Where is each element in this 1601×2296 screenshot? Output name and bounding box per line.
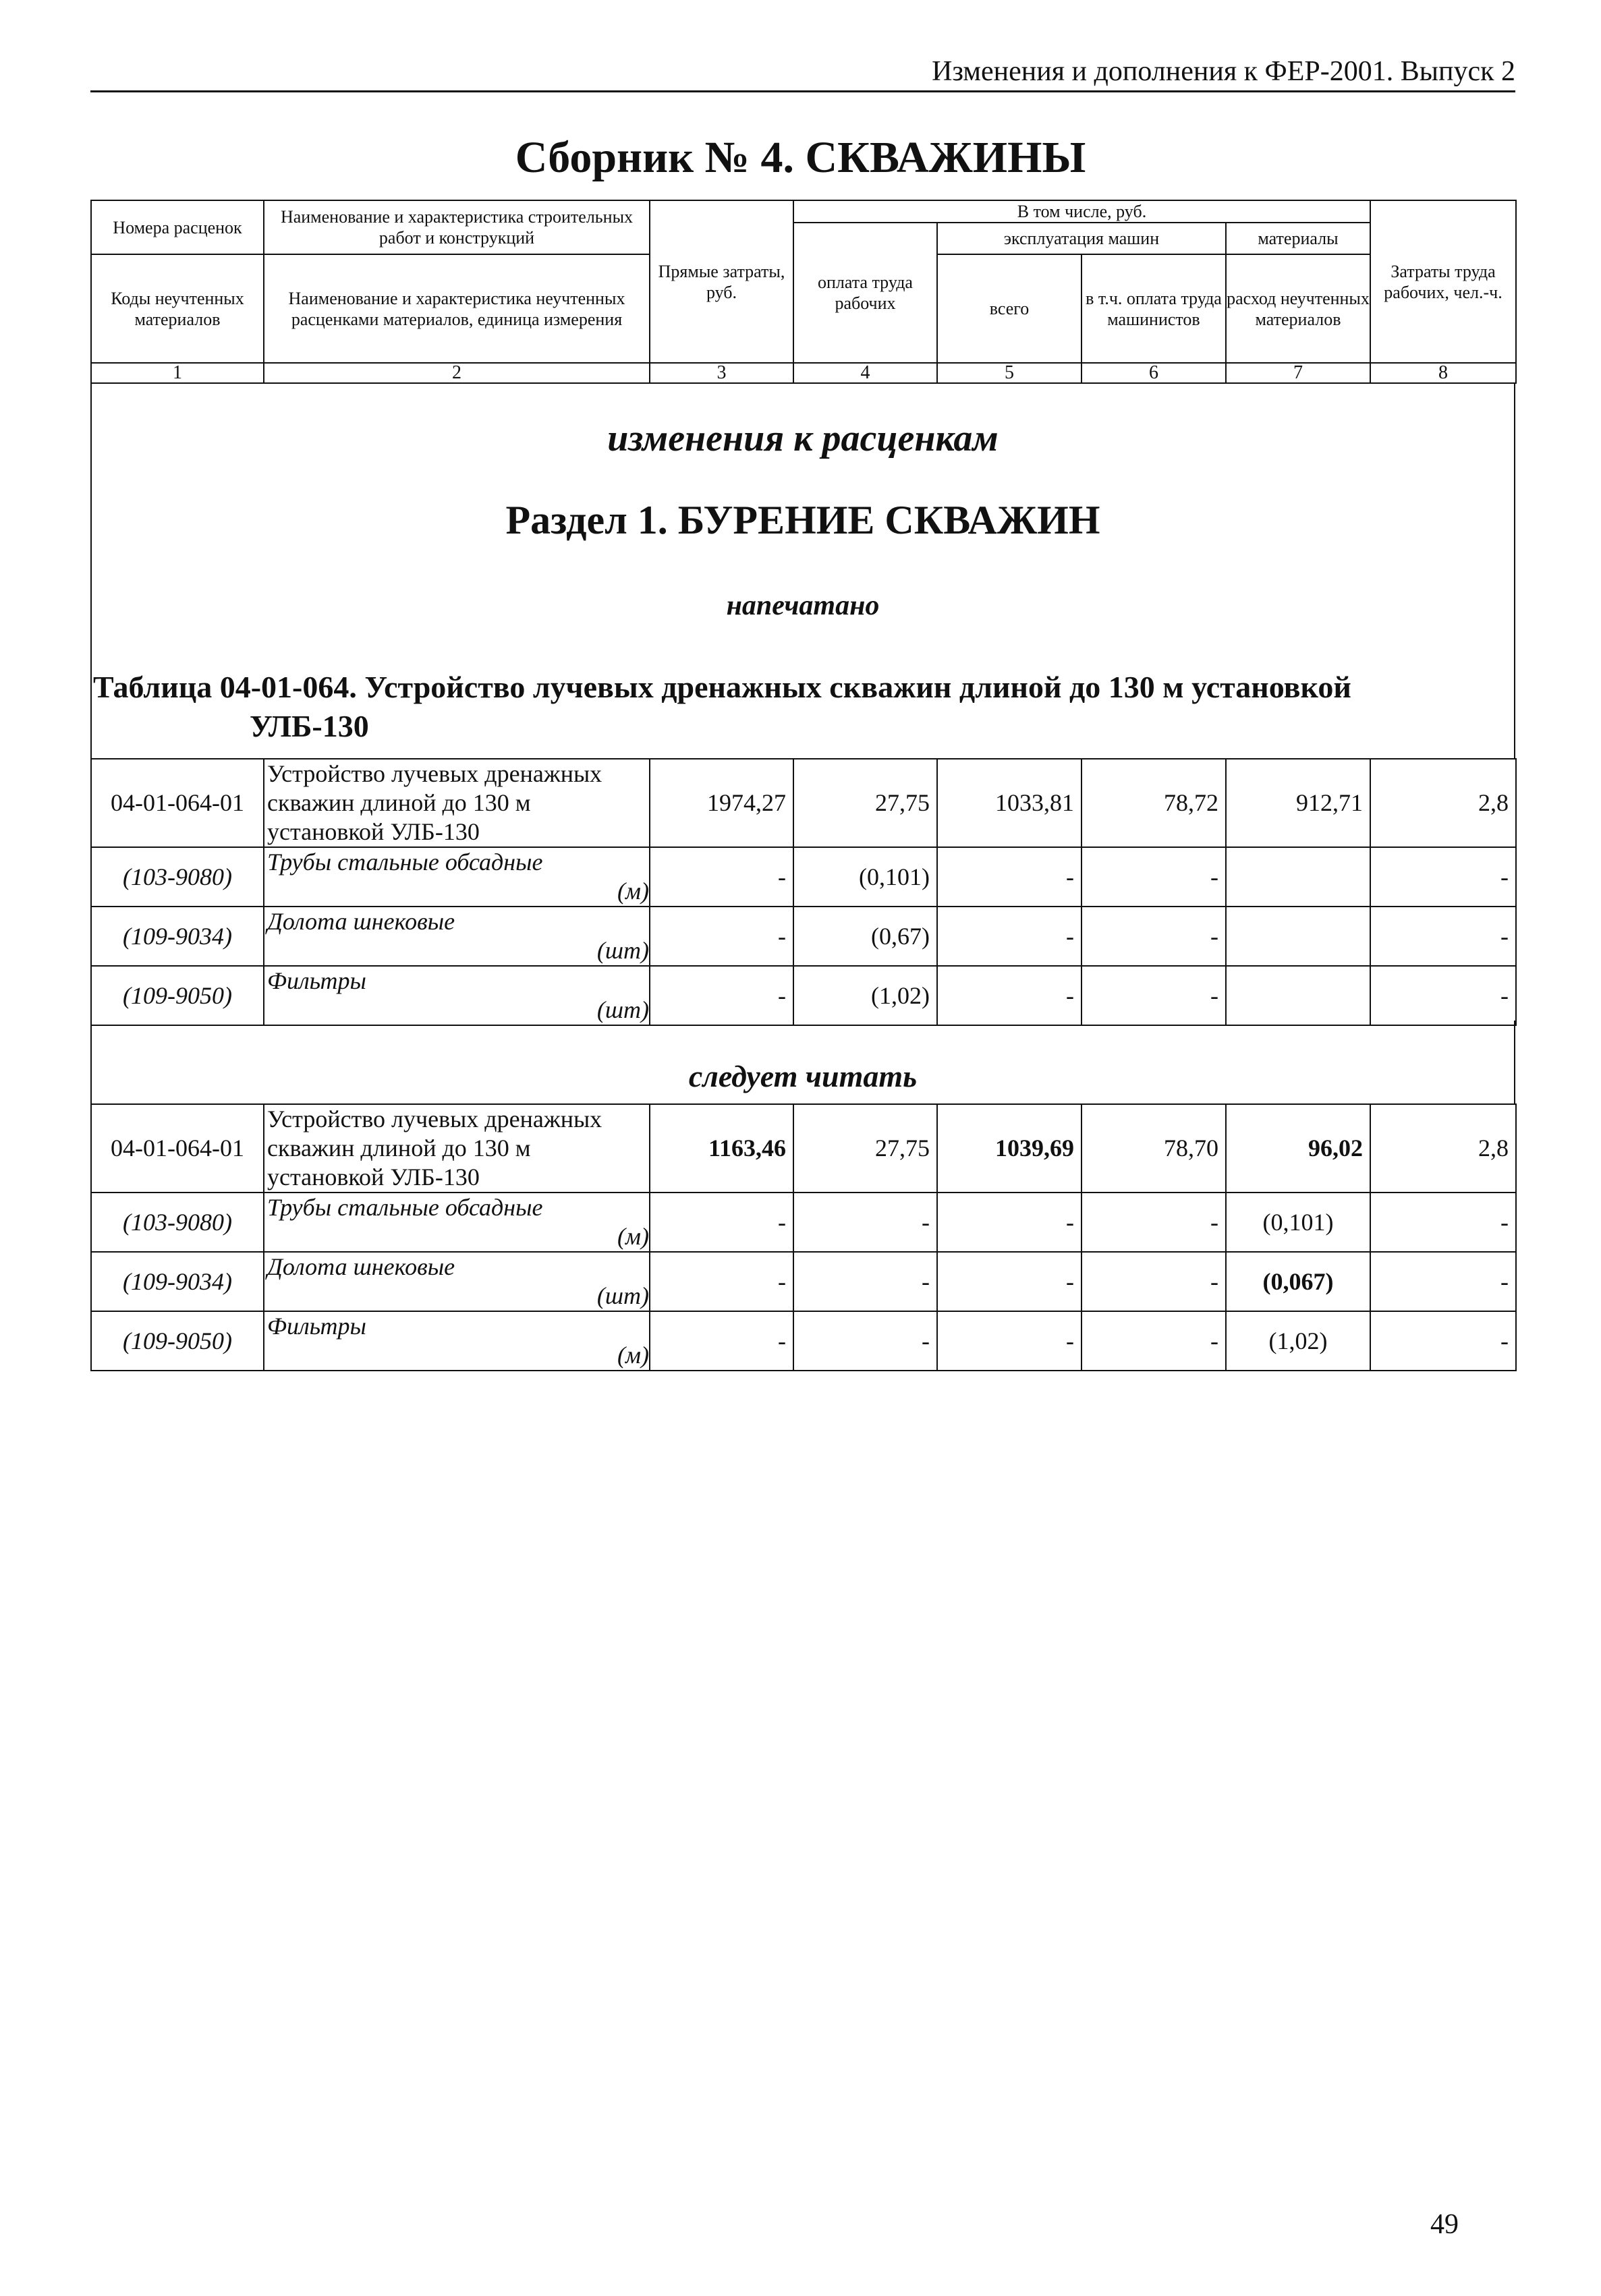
col1-header-bottom: Коды неучтенных материалов (91, 254, 264, 363)
cell (1226, 907, 1370, 966)
rate-code: 04-01-064-01 (91, 1104, 264, 1193)
cell: - (1082, 1193, 1226, 1252)
operators-pay: 78,70 (1082, 1104, 1226, 1193)
cell (1226, 847, 1370, 907)
table-title (93, 668, 1513, 746)
materials-cost: 912,71 (1226, 759, 1370, 847)
changes-banner (90, 384, 1515, 758)
table-row (91, 1193, 1516, 1252)
material-code: (109-9050) (91, 1311, 264, 1371)
running-header: Изменения и дополнения к ФЕР-2001. Выпуск 2 (90, 53, 1515, 92)
direct-cost: 1163,46 (650, 1104, 793, 1193)
col7-header: расход неучтенных материалов (1226, 254, 1370, 363)
table-row (91, 966, 1516, 1025)
material-code: (103-9080) (91, 847, 264, 907)
material-name: Фильтры (шт) (264, 966, 650, 1025)
machines-total: 1039,69 (937, 1104, 1082, 1193)
material-name: Долота шнековые (шт) (264, 1252, 650, 1311)
cell: - (793, 1193, 937, 1252)
cell: - (1082, 1311, 1226, 1371)
col4-header: оплата труда рабочих (793, 223, 937, 363)
cell: - (937, 907, 1082, 966)
cell: - (1082, 907, 1226, 966)
materials-header: материалы (1226, 223, 1370, 254)
table-title-line1: Таблица 04-01-064. Устройство лучевых дренажных скважин длиной до 130 м установкой (93, 670, 1351, 704)
table-title-line2: УЛБ-130 (250, 709, 369, 743)
labor-pay: 27,75 (793, 1104, 937, 1193)
cell: - (650, 1252, 793, 1311)
section-title: Раздел 1. БУРЕНИЕ СКВАЖИН (505, 498, 1100, 542)
col2-header-top: Наименование и характеристика строительных работ и конструкций (264, 200, 650, 254)
col-number: 1 (91, 363, 264, 383)
cell: (0,101) (793, 847, 937, 907)
col-number: 8 (1370, 363, 1516, 383)
cell: - (1370, 1193, 1516, 1252)
material-code: (109-9050) (91, 966, 264, 1025)
cell: - (793, 1252, 937, 1311)
read-heading: следует читать (688, 1059, 918, 1093)
col-number: 2 (264, 363, 650, 383)
corrected-rates-table (90, 1103, 1517, 1371)
col-number: 5 (937, 363, 1082, 383)
labor-pay: 27,75 (793, 759, 937, 847)
cell: - (650, 847, 793, 907)
read-as-banner (90, 1021, 1515, 1105)
cell: - (1370, 1252, 1516, 1311)
column-header-table (90, 200, 1517, 384)
cell (1226, 966, 1370, 1025)
table-row (91, 1252, 1516, 1311)
collection-title: Сборник № 4. СКВАЖИНЫ (515, 133, 1086, 182)
rate-name: Устройство лучевых дренажных скважин длиной до 130 м установкой УЛБ-130 (264, 759, 650, 847)
cell: - (1082, 1252, 1226, 1311)
printed-heading: напечатано (726, 590, 880, 621)
material-name: Фильтры (м) (264, 1311, 650, 1371)
changes-heading: изменения к расценкам (607, 418, 999, 459)
cell: - (650, 907, 793, 966)
printed-rates-table (90, 758, 1517, 1026)
cell: - (1370, 907, 1516, 966)
cell: - (650, 1311, 793, 1371)
rate-name: Устройство лучевых дренажных скважин длиной до 130 м установкой УЛБ-130 (264, 1104, 650, 1193)
machines-header: эксплуатация машин (937, 223, 1226, 254)
cell: - (937, 1193, 1082, 1252)
cell: - (937, 1252, 1082, 1311)
table-row (91, 1104, 1516, 1193)
operators-pay: 78,72 (1082, 759, 1226, 847)
cell: (1,02) (793, 966, 937, 1025)
col-number: 7 (1226, 363, 1370, 383)
cell: - (1370, 1311, 1516, 1371)
material-name: Долота шнековые (шт) (264, 907, 650, 966)
material-consumption: (0,067) (1226, 1252, 1370, 1311)
table-row (91, 759, 1516, 847)
col2-header-bottom: Наименование и характеристика неучтенных расценками материалов, единица измерения (264, 254, 650, 363)
cell: - (937, 847, 1082, 907)
page-number: 49 (1430, 2209, 1459, 2240)
cell: - (650, 966, 793, 1025)
col-number: 3 (650, 363, 793, 383)
col-number: 4 (793, 363, 937, 383)
labor-hours: 2,8 (1370, 759, 1516, 847)
col5-header: всего (937, 254, 1082, 363)
cell: - (1082, 847, 1226, 907)
material-consumption: (1,02) (1226, 1311, 1370, 1371)
cell: - (1370, 966, 1516, 1025)
labor-hours: 2,8 (1370, 1104, 1516, 1193)
table-row (91, 1311, 1516, 1371)
col1-header-top: Номера расценок (91, 200, 264, 254)
rate-code: 04-01-064-01 (91, 759, 264, 847)
table-row (91, 907, 1516, 966)
col6-header: в т.ч. оплата труда машинистов (1082, 254, 1226, 363)
direct-cost: 1974,27 (650, 759, 793, 847)
group-header: В том числе, руб. (793, 200, 1370, 223)
cell: - (937, 1311, 1082, 1371)
material-code: (103-9080) (91, 1193, 264, 1252)
machines-total: 1033,81 (937, 759, 1082, 847)
cell: - (793, 1311, 937, 1371)
col-number: 6 (1082, 363, 1226, 383)
material-name: Трубы стальные обсадные (м) (264, 1193, 650, 1252)
cell: - (1370, 847, 1516, 907)
cell: - (650, 1193, 793, 1252)
material-name: Трубы стальные обсадные (м) (264, 847, 650, 907)
material-code: (109-9034) (91, 1252, 264, 1311)
material-code: (109-9034) (91, 907, 264, 966)
cell: (0,67) (793, 907, 937, 966)
table-row (91, 847, 1516, 907)
col8-header: Затраты труда рабочих, чел.-ч. (1370, 200, 1516, 363)
materials-cost: 96,02 (1226, 1104, 1370, 1193)
cell: - (937, 966, 1082, 1025)
material-consumption: (0,101) (1226, 1193, 1370, 1252)
cell: - (1082, 966, 1226, 1025)
col3-header: Прямые затраты, руб. (650, 200, 793, 363)
